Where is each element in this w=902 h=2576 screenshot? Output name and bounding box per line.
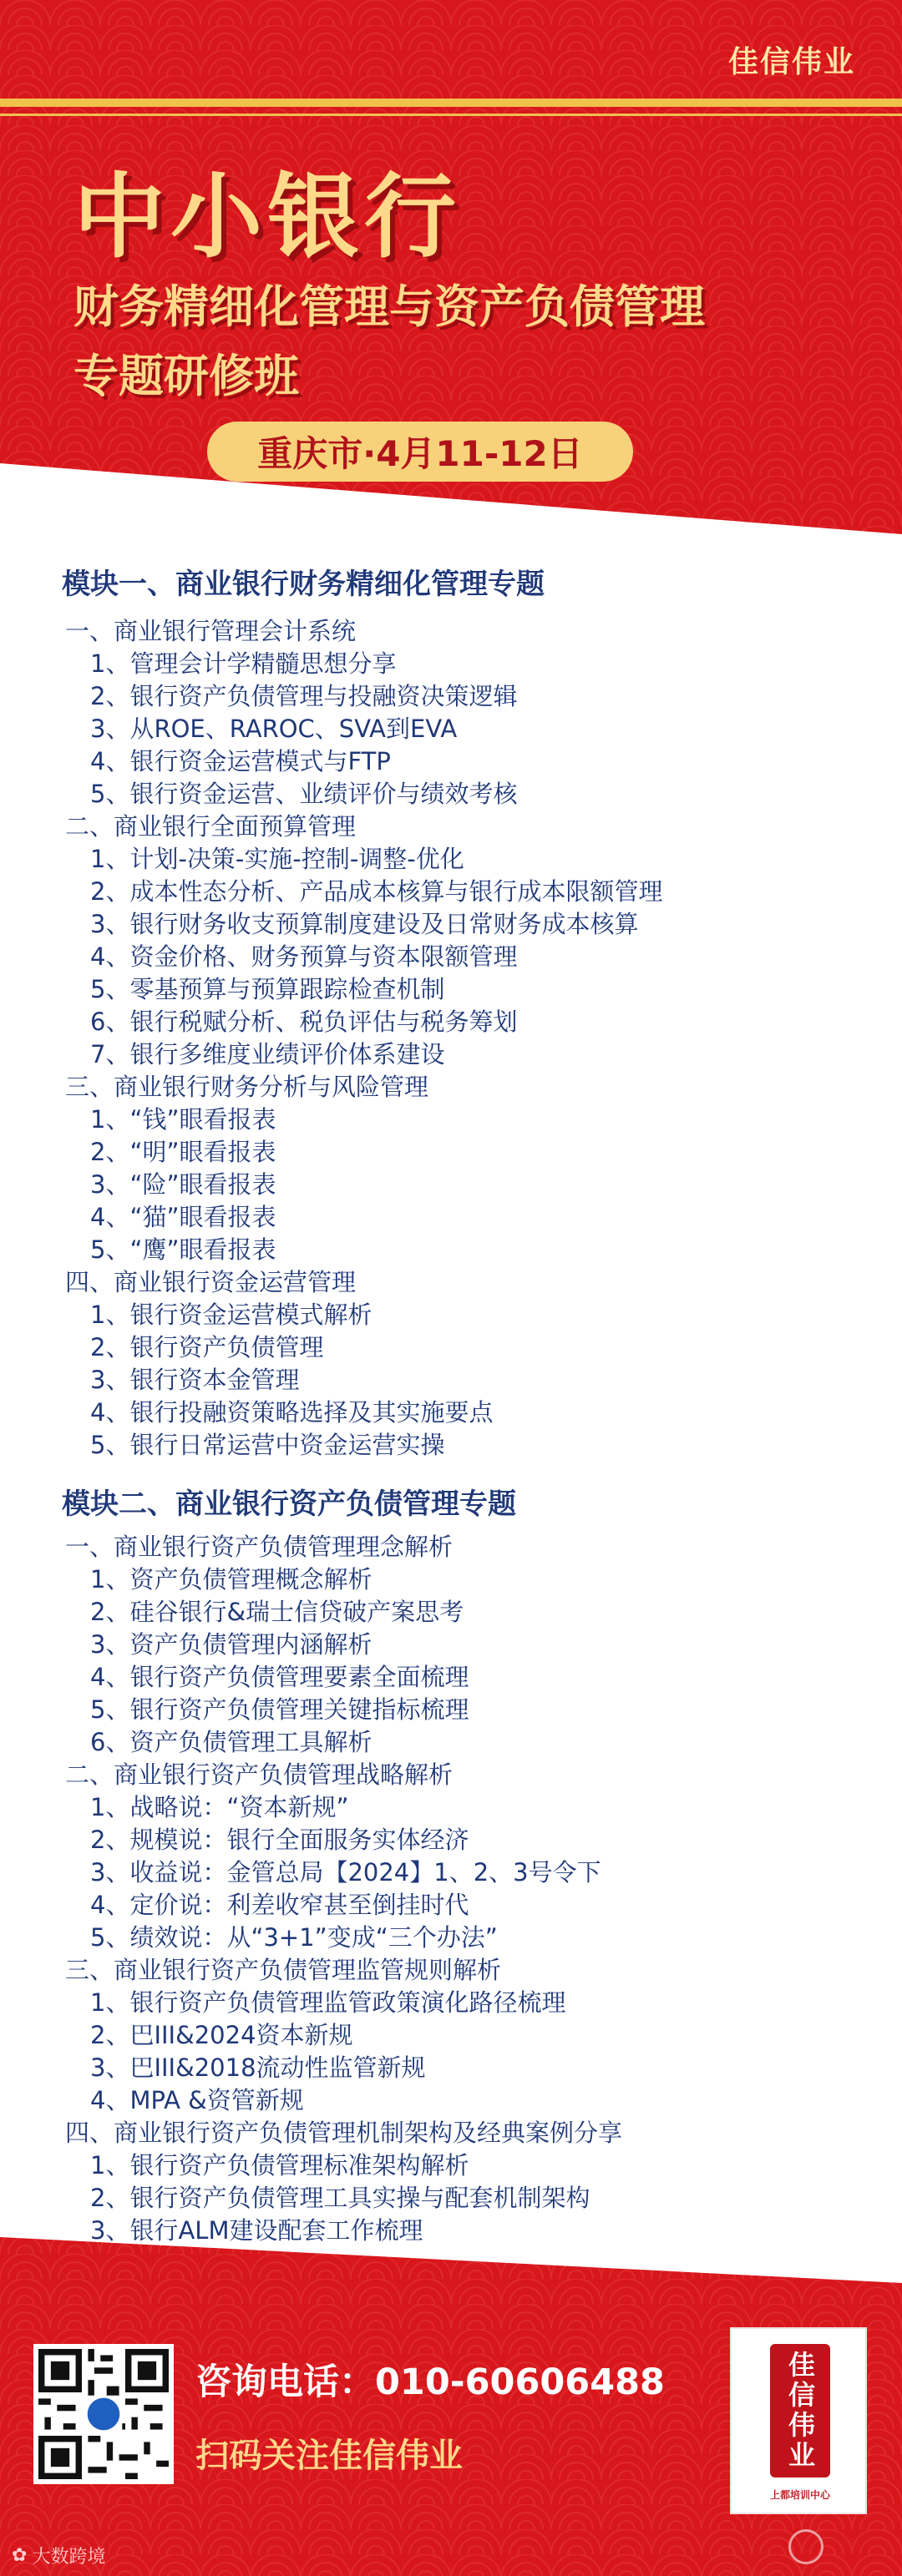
section-heading: 二、商业银行资产负债管理战略解析 — [65, 1760, 454, 1789]
top-gold-line — [0, 98, 902, 107]
list-item: 1、银行资金运营模式解析 — [90, 1301, 372, 1329]
list-item: 3、银行财务收支预算制度建设及日常财务成本核算 — [90, 910, 639, 938]
list-item: 4、资金价格、财务预算与资本限额管理 — [90, 942, 518, 971]
section-heading: 四、商业银行资金运营管理 — [65, 1268, 357, 1296]
list-item: 4、银行投融资策略选择及其实施要点 — [90, 1398, 494, 1427]
list-item: 3、银行资本金管理 — [90, 1366, 300, 1394]
list-item: 3、从ROE、RAROC、SVA到EVA — [90, 715, 458, 743]
list-item: 6、银行税赋分析、税负评估与税务筹划 — [90, 1008, 518, 1036]
list-item: 2、“明”眼看报表 — [90, 1138, 276, 1166]
list-item: 1、计划-决策-实施-控制-调整-优化 — [90, 845, 464, 873]
poster-title: 中小银行 — [73, 164, 461, 270]
list-item: 3、收益说：金管总局【2024】1、2、3号令下 — [90, 1858, 601, 1887]
list-item: 1、银行资产负债管理标准架构解析 — [90, 2151, 469, 2179]
corner-seal-icon — [788, 2529, 823, 2564]
list-item: 2、硅谷银行&瑞士信贷破产案思考 — [90, 1598, 464, 1626]
list-item: 2、银行资产负债管理 — [90, 1333, 324, 1361]
list-item: 3、资产负债管理内涵解析 — [90, 1630, 372, 1659]
module2-list — [60, 1531, 862, 2247]
list-item: 3、巴III&2018流动性监管新规 — [90, 2053, 426, 2082]
footer-watermark — [12, 2543, 105, 2568]
watermark-logo-icon: ✿ — [12, 2545, 28, 2566]
logo-seal: 佳信伟业 — [770, 2344, 830, 2478]
list-item: 7、银行多维度业绩评价体系建设 — [90, 1040, 445, 1068]
list-item: 1、“钱”眼看报表 — [90, 1105, 276, 1134]
list-item: 2、银行资产负债管理工具实操与配套机制架构 — [90, 2184, 590, 2212]
contact-scan-text: 扫码关注佳信伟业 — [195, 2437, 463, 2475]
section-heading: 二、商业银行全面预算管理 — [65, 812, 357, 841]
list-item: 4、“猫”眼看报表 — [90, 1203, 276, 1231]
section-heading: 一、商业银行资产负债管理理念解析 — [65, 1533, 454, 1561]
list-item: 1、资产负债管理概念解析 — [90, 1565, 372, 1594]
list-item: 5、绩效说：从“3+1”变成“三个办法” — [90, 1923, 498, 1952]
contact-phone: 咨询电话：010-60606488 — [195, 2361, 665, 2403]
list-item: 4、银行资产负债管理要素全面梳理 — [90, 1663, 469, 1691]
watermark-text: 大数跨境 — [32, 2547, 106, 2568]
date-badge: 重庆市·4月11-12日 — [207, 422, 633, 482]
section-heading: 四、商业银行资产负债管理机制架构及经典案例分享 — [65, 2119, 623, 2147]
qr-code[interactable] — [33, 2344, 174, 2484]
list-item: 1、战略说：“资本新规” — [90, 1793, 349, 1821]
section-heading: 三、商业银行财务分析与风险管理 — [65, 1073, 429, 1101]
list-item: 5、“鹰”眼看报表 — [90, 1235, 276, 1264]
module2-title: 模块二、商业银行资产负债管理专题 — [62, 1488, 516, 1521]
section-heading: 一、商业银行管理会计系统 — [65, 617, 357, 645]
module1-list — [60, 615, 862, 1462]
module1-title: 模块一、商业银行财务精细化管理专题 — [62, 568, 545, 601]
poster-subtitle-2: 专题研修班 — [73, 350, 299, 402]
qr-code-icon — [38, 2349, 169, 2479]
list-item: 2、成本性态分析、产品成本核算与银行成本限额管理 — [90, 877, 663, 906]
list-item: 2、规模说：银行全面服务实体经济 — [90, 1826, 469, 1854]
list-item: 2、巴III&2024资本新规 — [90, 2021, 353, 2049]
list-item: 4、MPA &资管新规 — [90, 2086, 304, 2114]
list-item: 3、银行ALM建设配套工作梳理 — [90, 2216, 423, 2245]
list-item: 2、银行资产负债管理与投融资决策逻辑 — [90, 682, 518, 710]
brand-logo — [730, 2327, 867, 2514]
list-item: 5、银行日常运营中资金运营实操 — [90, 1431, 445, 1459]
list-item: 4、定价说：利差收窄甚至倒挂时代 — [90, 1891, 469, 1919]
list-item: 4、银行资金运营模式与FTP — [90, 747, 391, 775]
brand-name: 佳信伟业 — [727, 45, 855, 79]
logo-caption: 上都培训中心 — [769, 2489, 830, 2501]
top-gold-thin-line — [0, 114, 902, 116]
list-item: 5、零基预算与预算跟踪检查机制 — [90, 975, 445, 1003]
list-item: 1、银行资产负债管理监管政策演化路径梳理 — [90, 1988, 566, 2017]
poster-subtitle: 财务精细化管理与资产负债管理 — [73, 280, 705, 333]
list-item: 3、“险”眼看报表 — [90, 1170, 276, 1199]
list-item: 6、资产负债管理工具解析 — [90, 1728, 372, 1756]
section-heading: 三、商业银行资产负债管理监管规则解析 — [65, 1956, 502, 1984]
list-item: 5、银行资金运营、业绩评价与绩效考核 — [90, 780, 518, 808]
list-item: 1、管理会计学精髓思想分享 — [90, 649, 397, 678]
list-item: 5、银行资产负债管理关键指标梳理 — [90, 1695, 469, 1724]
